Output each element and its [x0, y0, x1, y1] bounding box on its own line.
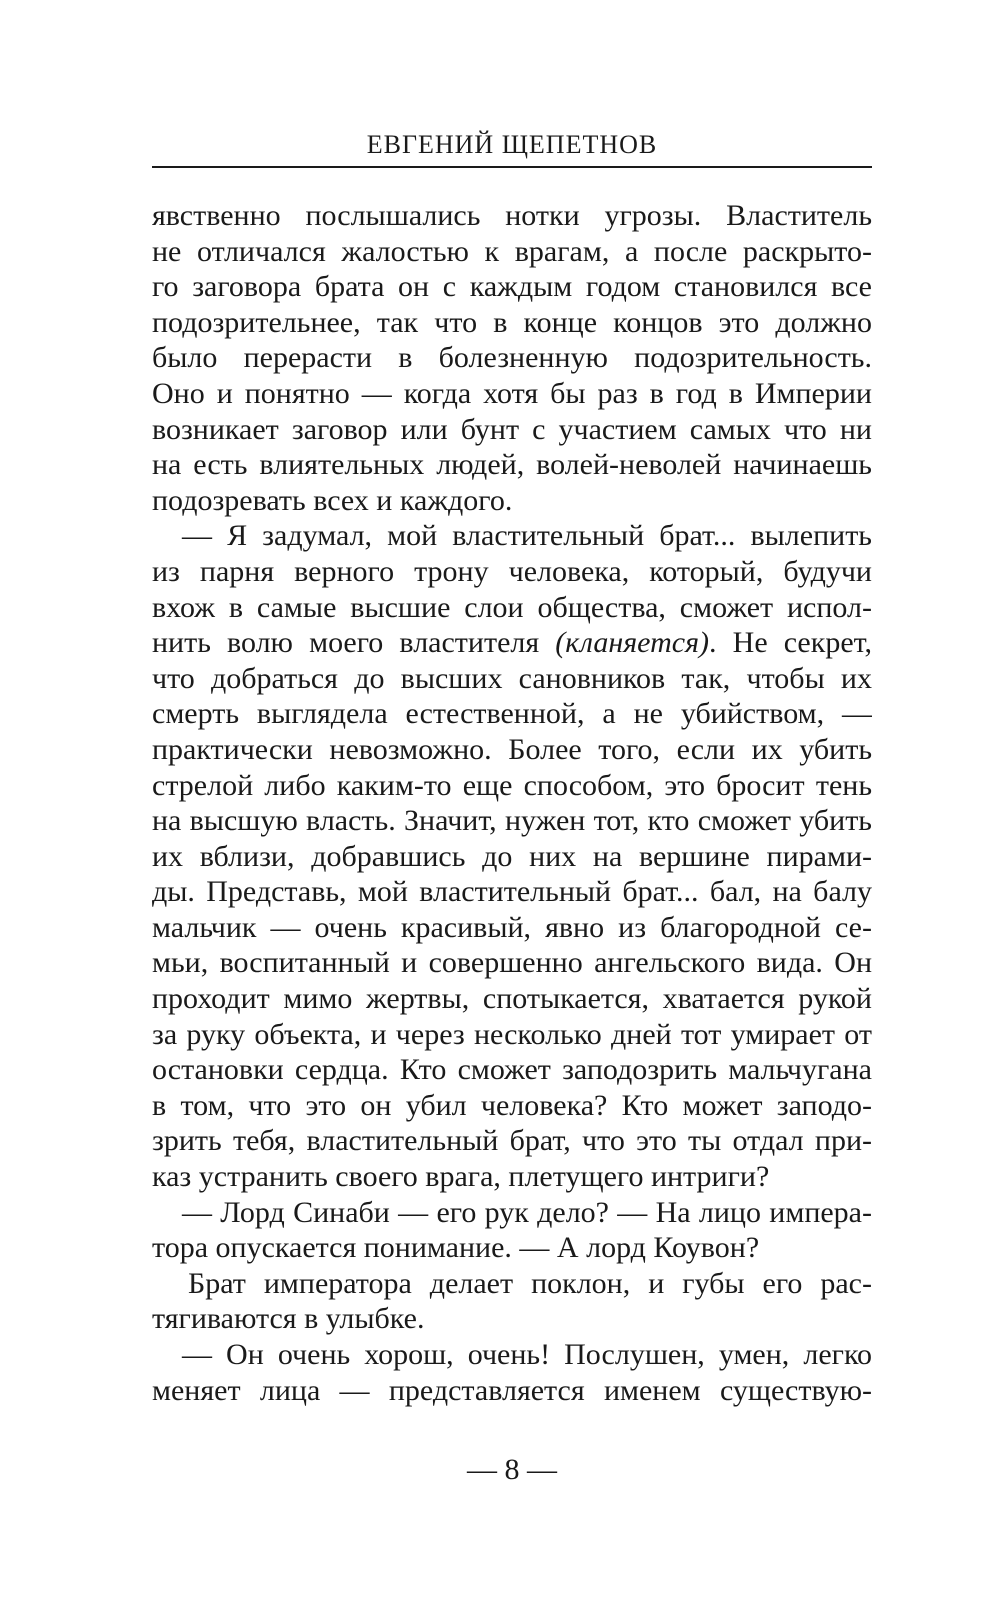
- text-line: — Он очень хорош, очень! Послушен, умен, легко: [182, 1338, 872, 1371]
- text-line: подозревать всех и каждого.: [152, 483, 513, 517]
- text-line: что добраться до высших сановников так, чтобы их: [152, 661, 872, 695]
- text-line: Брат императора делает поклон, и губы его рас-: [188, 1266, 872, 1300]
- text-line: зрить тебя, властительный брат, что это ты отдал при-: [152, 1124, 872, 1158]
- text-line: — Я задумал, мой властительный брат... вылепить: [182, 519, 872, 553]
- text-line: мьи, воспитанный и совершенно ангельского вида. Он: [152, 946, 872, 980]
- text-line: тора опускается понимание. — А лорд Коувон?: [152, 1231, 760, 1265]
- text-fragment: нить волю моего властителя: [152, 626, 540, 660]
- text-line: за руку объекта, и через несколько дней тот умирает от: [152, 1017, 872, 1051]
- text-line: ды. Представь, мой властительный брат... бал, на балу: [152, 875, 872, 909]
- stage-direction: (кланяется): [555, 626, 710, 660]
- text-line: явственно послышались нотки угрозы. Властитель: [152, 199, 872, 232]
- text-line: стрелой либо каким-то еще способом, это бросит тень: [152, 768, 872, 802]
- text-line: го заговора брата он с каждым годом становился все: [152, 270, 872, 304]
- text-line: тягиваются в улыбке.: [152, 1302, 425, 1336]
- text-line: их вблизи, добравшись до них на вершине пирами-: [152, 839, 872, 873]
- text-line: смерть выглядела естественной, а не убийством, —: [152, 697, 872, 731]
- text-fragment: . Не секрет,: [709, 626, 872, 660]
- text-line: было перерасти в болезненную подозрительность.: [152, 341, 872, 375]
- header-rule: [152, 166, 872, 168]
- text-line: меняет лица — представляется именем существую-: [152, 1373, 872, 1407]
- body-text: [152, 198, 872, 1408]
- running-header-author: ЕВГЕНИЙ ЩЕПЕТНОВ: [366, 130, 658, 159]
- text-line: в том, что это он убил человека? Кто может заподо-: [152, 1088, 872, 1122]
- text-line: Оно и понятно — когда хотя бы раз в год в Империи: [152, 376, 872, 410]
- text-line-with-stage-direction: [152, 625, 872, 661]
- text-line: мальчик — очень красивый, явно из благородной се-: [152, 910, 872, 944]
- text-line: подозрительнее, так что в конце концов это должно: [152, 305, 872, 339]
- text-line: каз устранить своего врага, плетущего интриги?: [152, 1160, 770, 1194]
- text-line: — Лорд Синаби — его рук дело? — На лицо импера-: [182, 1195, 872, 1229]
- text-line: практически невозможно. Более того, если их убить: [152, 732, 872, 766]
- text-line: на есть влиятельных людей, волей-неволей начинаешь: [152, 448, 872, 482]
- text-line: из парня верного трону человека, который, будучи: [152, 554, 872, 588]
- text-line: не отличался жалостью к врагам, а после раскрыто-: [152, 234, 872, 268]
- text-line: вхож в самые высшие слои общества, сможет испол-: [152, 590, 872, 624]
- text-line: проходит мимо жертвы, спотыкается, хватается рукой: [152, 982, 872, 1016]
- text-line: на высшую власть. Значит, нужен тот, кто сможет убить: [152, 804, 872, 838]
- text-line: возникает заговор или бунт с участием самых что ни: [152, 412, 872, 446]
- text-line: остановки сердца. Кто сможет заподозрить мальчугана: [152, 1053, 872, 1087]
- page-number: — 8 —: [467, 1453, 557, 1486]
